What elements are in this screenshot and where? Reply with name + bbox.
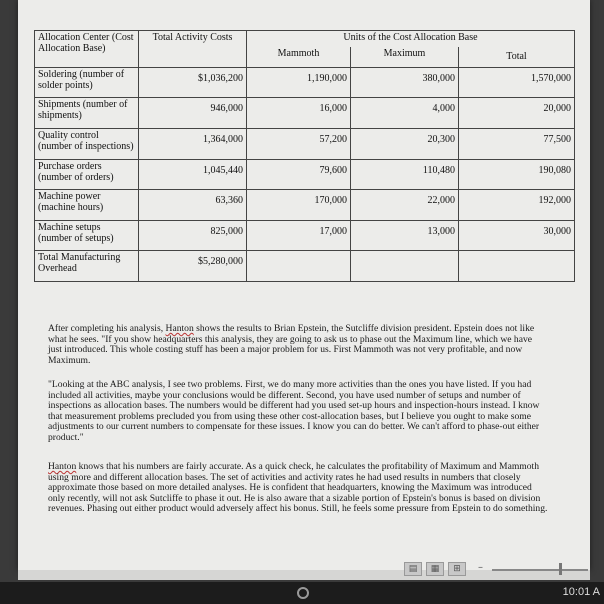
row-mammoth: 170,000 — [247, 190, 351, 221]
row-label: Soldering (number of solder points) — [35, 67, 139, 98]
row-mammoth: 1,190,000 — [247, 67, 351, 98]
row-total: 190,080 — [459, 159, 575, 190]
row-maximum: 22,000 — [351, 190, 459, 221]
row-total — [459, 251, 575, 282]
row-mammoth: 79,600 — [247, 159, 351, 190]
row-mammoth — [247, 251, 351, 282]
taskbar — [0, 582, 604, 604]
header-units-group: Units of the Cost Allocation Base — [247, 31, 575, 48]
row-maximum: 13,000 — [351, 220, 459, 251]
table-row — [35, 220, 575, 251]
row-label: Total Manufacturing Overhead — [35, 251, 139, 282]
row-cost: $1,036,200 — [139, 67, 247, 98]
table-row — [35, 159, 575, 190]
row-maximum: 110,480 — [351, 159, 459, 190]
zoom-slider[interactable] — [492, 569, 588, 571]
zoom-slider-thumb[interactable] — [559, 563, 562, 575]
row-mammoth: 17,000 — [247, 220, 351, 251]
row-total: 77,500 — [459, 128, 575, 159]
document-page — [18, 0, 590, 570]
row-cost: 1,045,440 — [139, 159, 247, 190]
print-layout-icon[interactable]: ▤ — [404, 562, 422, 576]
header-maximum: Maximum — [351, 47, 459, 67]
row-maximum: 20,300 — [351, 128, 459, 159]
name-hanton: Hanton — [165, 323, 194, 334]
status-bar — [18, 570, 590, 580]
table-header-row — [35, 31, 575, 48]
row-mammoth: 57,200 — [247, 128, 351, 159]
paragraph-3 — [48, 462, 548, 515]
cost-allocation-table — [34, 30, 575, 282]
row-label: Machine power (machine hours) — [35, 190, 139, 221]
row-maximum — [351, 251, 459, 282]
row-maximum: 380,000 — [351, 67, 459, 98]
row-cost: 63,360 — [139, 190, 247, 221]
row-total: 20,000 — [459, 98, 575, 129]
row-label: Purchase orders (number of orders) — [35, 159, 139, 190]
paragraph-1-start: After completing his analysis, — [48, 323, 166, 334]
row-cost: 825,000 — [139, 220, 247, 251]
paragraph-2: "Looking at the ABC analysis, I see two problems. First, we do many more activities than the ones you have listed. If you had included all activities, maybe your conclusions would be different. Second, you have used number of setups and number of inspections as allocation bases. The numbers would be different had you used set-up hours and inspection-hours instead. I know that measurement problems precluded you from using these other cost-allocation bases, but I believe you ought to make some adjustments to our current numbers to compensate for these issues. I know you can do better. We can't afford to phase-out either product." — [48, 379, 540, 443]
zoom-out-icon[interactable]: – — [478, 562, 483, 573]
table-row-total — [35, 251, 575, 282]
header-allocation-center: Allocation Center (Cost Allocation Base) — [35, 31, 139, 68]
table-row — [35, 190, 575, 221]
header-mammoth: Mammoth — [247, 47, 351, 67]
row-label: Quality control (number of inspections) — [35, 128, 139, 159]
web-layout-icon[interactable]: ⊞ — [448, 562, 466, 576]
row-cost: 1,364,000 — [139, 128, 247, 159]
row-cost: $5,280,000 — [139, 251, 247, 282]
paragraph-3-rest: knows that his numbers are fairly accurate. As a quick check, he calculates the profitability of Maximum and Mammoth using more and different allocation bases. The set of activities and activity rates he had used results in numbers that closely approximate those based on more detailed analyses. He is confident that headquarters, knowing the Maximum was introduced only recently, will not ask Sutcliffe to phase it out. He is also aware that a sizable portion of Epstein's bonus is based on division revenues. Phasing out either product would adversely affect his bonus. Still, he feels some pressure from Epstein to do something. — [48, 461, 548, 515]
row-label: Shipments (number of shipments) — [35, 98, 139, 129]
paragraph-1 — [48, 324, 548, 366]
row-label: Machine setups (number of setups) — [35, 220, 139, 251]
clock: 10:01 A — [562, 586, 600, 598]
paragraph-1-rest: shows the results to Brian Epstein, the Sutcliffe division president. Epstein does not like what he sees. "If you show headquarters this analysis, they are going to ask us to phase out the Maximum line, which we have just introduced. This whole costing stuff has been a major problem for us. First Mammoth was not very profitable, and now Maximum. — [48, 323, 535, 366]
view-mode-buttons — [404, 562, 466, 576]
table-row — [35, 128, 575, 159]
table-row — [35, 67, 575, 98]
row-total: 1,570,000 — [459, 67, 575, 98]
row-total: 192,000 — [459, 190, 575, 221]
table-row — [35, 98, 575, 129]
search-icon[interactable] — [297, 587, 309, 599]
row-total: 30,000 — [459, 220, 575, 251]
row-mammoth: 16,000 — [247, 98, 351, 129]
full-screen-icon[interactable]: ▦ — [426, 562, 444, 576]
header-total-activity-costs: Total Activity Costs — [139, 31, 247, 68]
header-total: Total — [459, 47, 575, 67]
row-maximum: 4,000 — [351, 98, 459, 129]
name-hanton: Hanton — [48, 461, 77, 472]
row-cost: 946,000 — [139, 98, 247, 129]
